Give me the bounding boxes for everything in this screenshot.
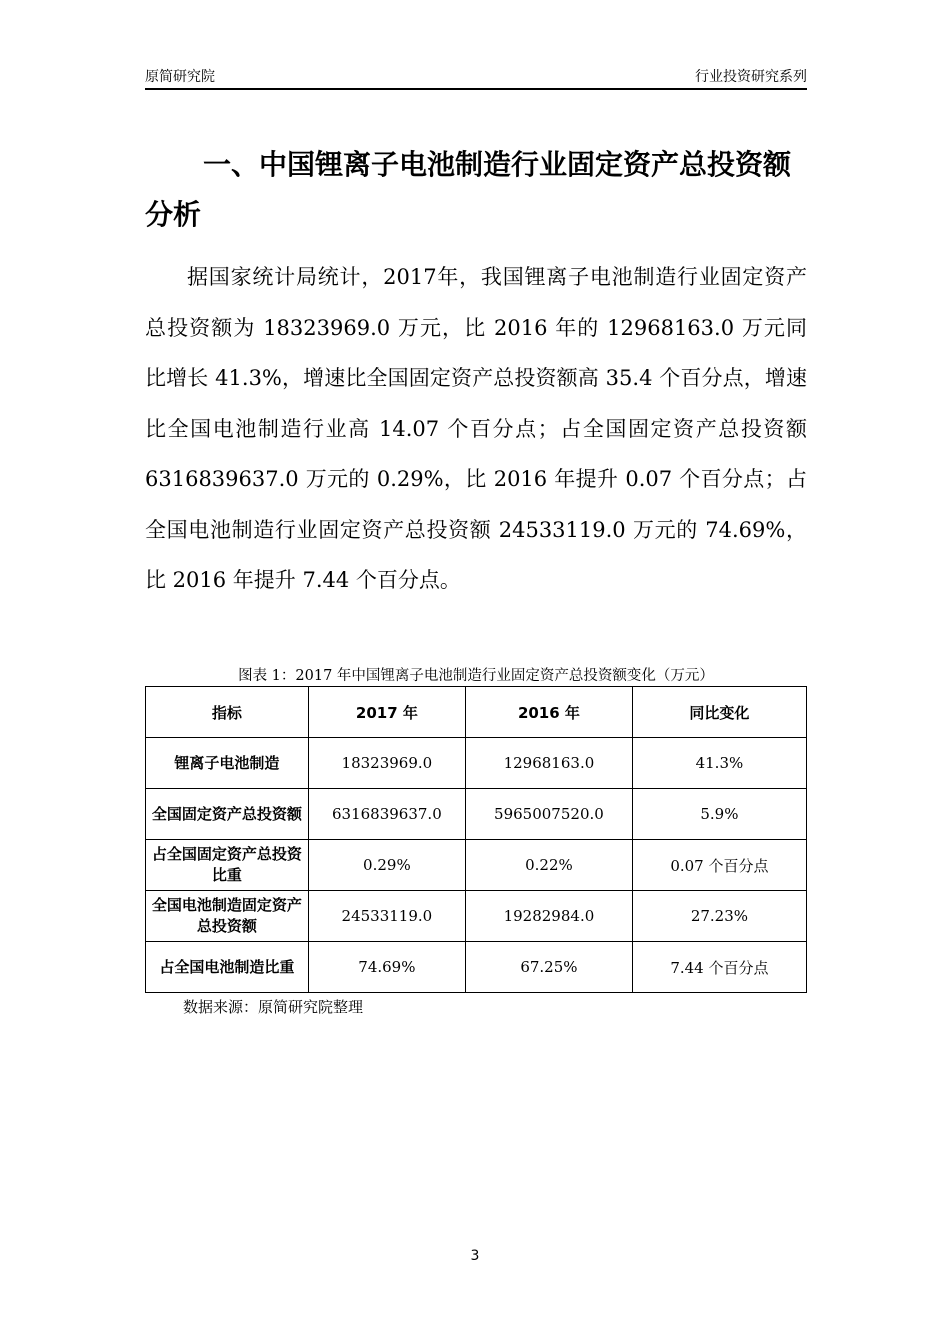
table-row (146, 738, 807, 789)
section-title: 一、中国锂离子电池制造行业固定资产总投资额分析 (145, 148, 792, 231)
data-source-note: 数据来源：原简研究院整理 (183, 998, 364, 1016)
investment-table (145, 686, 807, 993)
cell-2017: 0.29% (308, 840, 465, 891)
page-number: 3 (470, 1248, 480, 1264)
row-label: 占全国固定资产总投资比重 (146, 840, 309, 891)
table-row (146, 840, 807, 891)
row-label: 全国固定资产总投资额 (146, 789, 309, 840)
cell-2016: 0.22% (466, 840, 633, 891)
cell-2016: 5965007520.0 (466, 789, 633, 840)
cell-yoy: 0.07 个百分点 (632, 840, 806, 891)
cell-2016: 67.25% (466, 942, 633, 993)
table-row (146, 891, 807, 942)
page-header (145, 60, 807, 90)
cell-2016: 12968163.0 (466, 738, 633, 789)
header-org: 原简研究院 (145, 69, 215, 85)
cell-2017: 74.69% (308, 942, 465, 993)
cell-yoy: 41.3% (632, 738, 806, 789)
cell-yoy: 27.23% (632, 891, 806, 942)
header-series: 行业投资研究系列 (695, 69, 807, 85)
table-caption: 图表 1：2017 年中国锂离子电池制造行业固定资产总投资额变化（万元） (238, 668, 714, 684)
body-paragraph: 据国家统计局统计，2017年，我国锂离子电池制造行业固定资产总投资额为 18323969.0 万元，比 2016 年的 12968163.0 万元同比增长 41.3%，增速比全国固定资产总投资额高 35.4 个百分点，增速比全国电池制造行业高 14.07 个百分点；占全国固定资产总投资额 6316839637.0 万元的 0.29%，比 2016 年提升 0.07 个百分点；占全国电池制造行业固定资产总投资额 24533119.0 万元的 74.69%，比 2016 年提升 7.44 个百分点。 (145, 265, 807, 592)
cell-2016: 19282984.0 (466, 891, 633, 942)
table-row (146, 789, 807, 840)
header-cell-yoy: 同比变化 (632, 687, 806, 738)
row-label: 全国电池制造固定资产总投资额 (146, 891, 309, 942)
cell-yoy: 7.44 个百分点 (632, 942, 806, 993)
cell-2017: 24533119.0 (308, 891, 465, 942)
cell-2017: 18323969.0 (308, 738, 465, 789)
table-row (146, 942, 807, 993)
header-cell-2016: 2016 年 (466, 687, 633, 738)
table-header-row (146, 687, 807, 738)
cell-yoy: 5.9% (632, 789, 806, 840)
header-cell-indicator: 指标 (146, 687, 309, 738)
header-cell-2017: 2017 年 (308, 687, 465, 738)
row-label: 锂离子电池制造 (146, 738, 309, 789)
cell-2017: 6316839637.0 (308, 789, 465, 840)
row-label: 占全国电池制造比重 (146, 942, 309, 993)
